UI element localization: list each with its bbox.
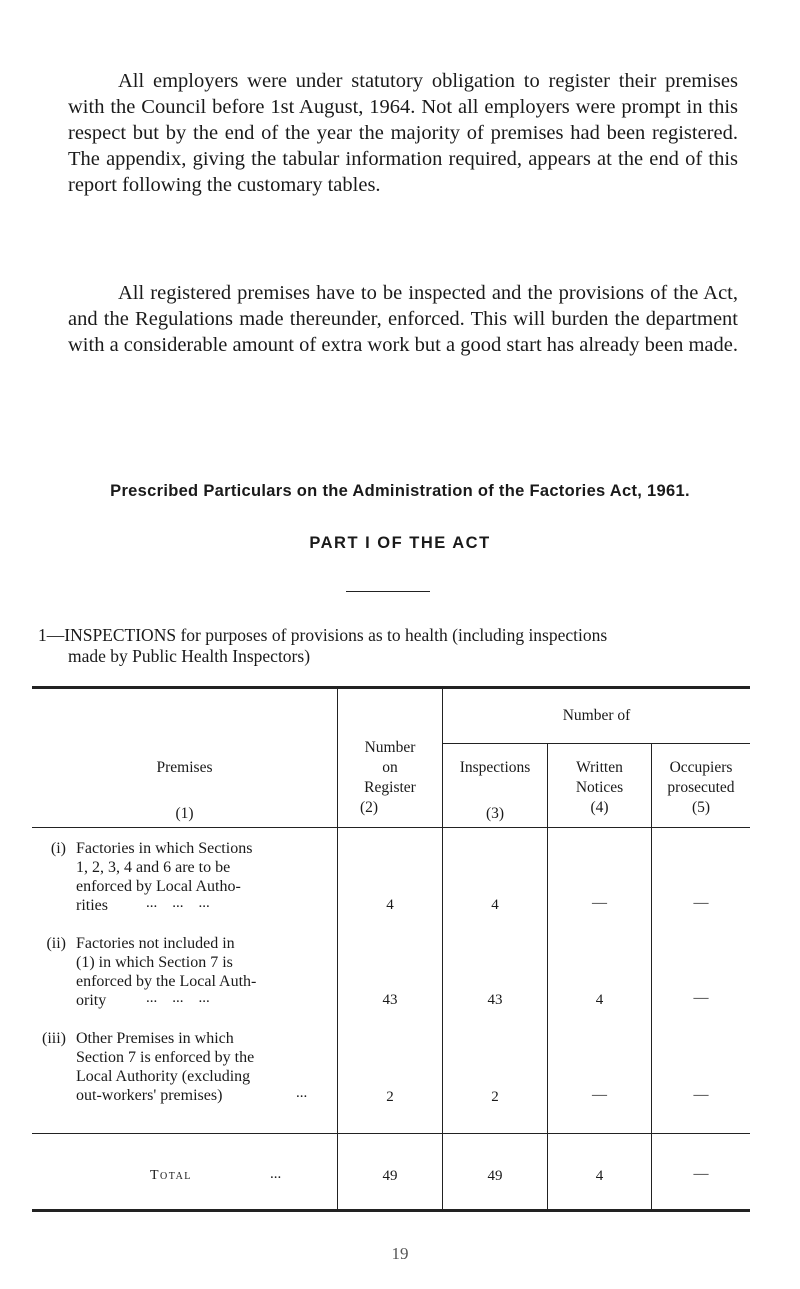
row-notices: — <box>592 895 607 911</box>
row-text-line: enforced by the Local Auth- <box>76 973 257 990</box>
row-text-line: Other Premises in which <box>76 1030 234 1047</box>
row-prosecuted: — <box>693 990 709 1006</box>
total-label: Total <box>150 1168 192 1183</box>
total-register: 49 <box>382 1168 398 1184</box>
row-text-line: ority <box>76 992 107 1009</box>
section-intro-line2: made by Public Health Inspectors) <box>68 646 311 666</box>
header-bottom-rule <box>32 827 750 828</box>
total-prosecuted: — <box>693 1166 709 1182</box>
header-register-l2: on <box>382 759 398 776</box>
row-text-line: rities <box>76 897 108 914</box>
header-inspections: Inspections <box>459 759 531 776</box>
row-register: 43 <box>382 992 398 1008</box>
row-text-line: Factories not included in <box>76 935 235 952</box>
row-text-line: Section 7 is enforced by the <box>76 1049 255 1066</box>
divider <box>346 591 430 592</box>
row-text-line: out-workers' premises) <box>76 1087 223 1104</box>
table-bottom-rule <box>32 1209 750 1212</box>
row-register: 2 <box>386 1089 394 1105</box>
row-text-line: (1) in which Section 7 is <box>76 954 233 971</box>
table-top-rule <box>32 686 750 689</box>
page-number: 19 <box>391 1244 409 1263</box>
total-inspections: 49 <box>487 1168 503 1184</box>
leader-dots: ... ... ... <box>146 895 210 911</box>
heading-part-one: PART I OF THE ACT <box>309 534 491 552</box>
row-index: (i) <box>50 840 66 857</box>
leader-dots: ... <box>296 1085 308 1101</box>
row-inspections: 4 <box>491 897 499 913</box>
row-text-line: Factories in which Sections <box>76 840 253 857</box>
paragraph-registration: All employers were under statutory obligation to register their premises with the Council before 1st August, 1964. Not all employers were prompt in this respect but by the end of the year the majority of premises had been registered. The appendix, giving the tabular information required, appears at the end of this report following the customary tables. <box>68 70 738 196</box>
header-occupiers-l2: prosecuted <box>667 779 735 796</box>
row-index: (iii) <box>42 1030 66 1047</box>
row-text-line: 1, 2, 3, 4 and 6 are to be <box>76 859 231 876</box>
row-inspections: 43 <box>487 992 503 1008</box>
row-prosecuted: — <box>693 895 709 911</box>
total-notices: 4 <box>595 1168 604 1184</box>
row-notices: 4 <box>595 992 604 1008</box>
row-text-line: Local Authority (excluding <box>76 1068 251 1085</box>
number-of-underline <box>443 743 750 744</box>
header-notices-l1: Written <box>576 759 623 776</box>
header-premises: Premises <box>156 759 213 776</box>
header-occupiers-no: (5) <box>691 799 711 816</box>
header-occupiers-l1: Occupiers <box>669 759 733 776</box>
section-intro-line1: 1—INSPECTIONS for purposes of provisions as to health (including inspections <box>38 625 608 645</box>
row-register: 4 <box>386 897 394 913</box>
leader-dots: ... ... ... <box>146 990 210 1006</box>
header-notices-no: (4) <box>590 799 609 816</box>
paragraph-inspection: All registered premises have to be inspected and the provisions of the Act, and the Regulations made thereunder, enforced. This will burden the department with a considerable amount of extra work but a good start has already been made. <box>68 282 739 356</box>
row-notices: — <box>592 1087 607 1103</box>
row-prosecuted: — <box>693 1087 709 1103</box>
section-intro <box>38 625 758 667</box>
heading-prescribed-particulars: Prescribed Particulars on the Administration of the Factories Act, 1961. <box>110 482 690 500</box>
header-number-of: Number of <box>562 707 631 724</box>
row-inspections: 2 <box>491 1089 499 1105</box>
row-text-line: enforced by Local Autho- <box>76 878 241 895</box>
header-register-l3: Register <box>364 779 416 796</box>
header-notices-l2: Notices <box>575 779 624 796</box>
header-register-no: (2) <box>360 799 379 816</box>
header-register-l1: Number <box>364 739 416 756</box>
header-inspections-no: (3) <box>485 805 505 822</box>
leader-dots: ... <box>270 1166 282 1182</box>
total-top-rule <box>32 1133 750 1134</box>
row-index: (ii) <box>46 935 66 952</box>
header-premises-no: (1) <box>175 805 194 822</box>
